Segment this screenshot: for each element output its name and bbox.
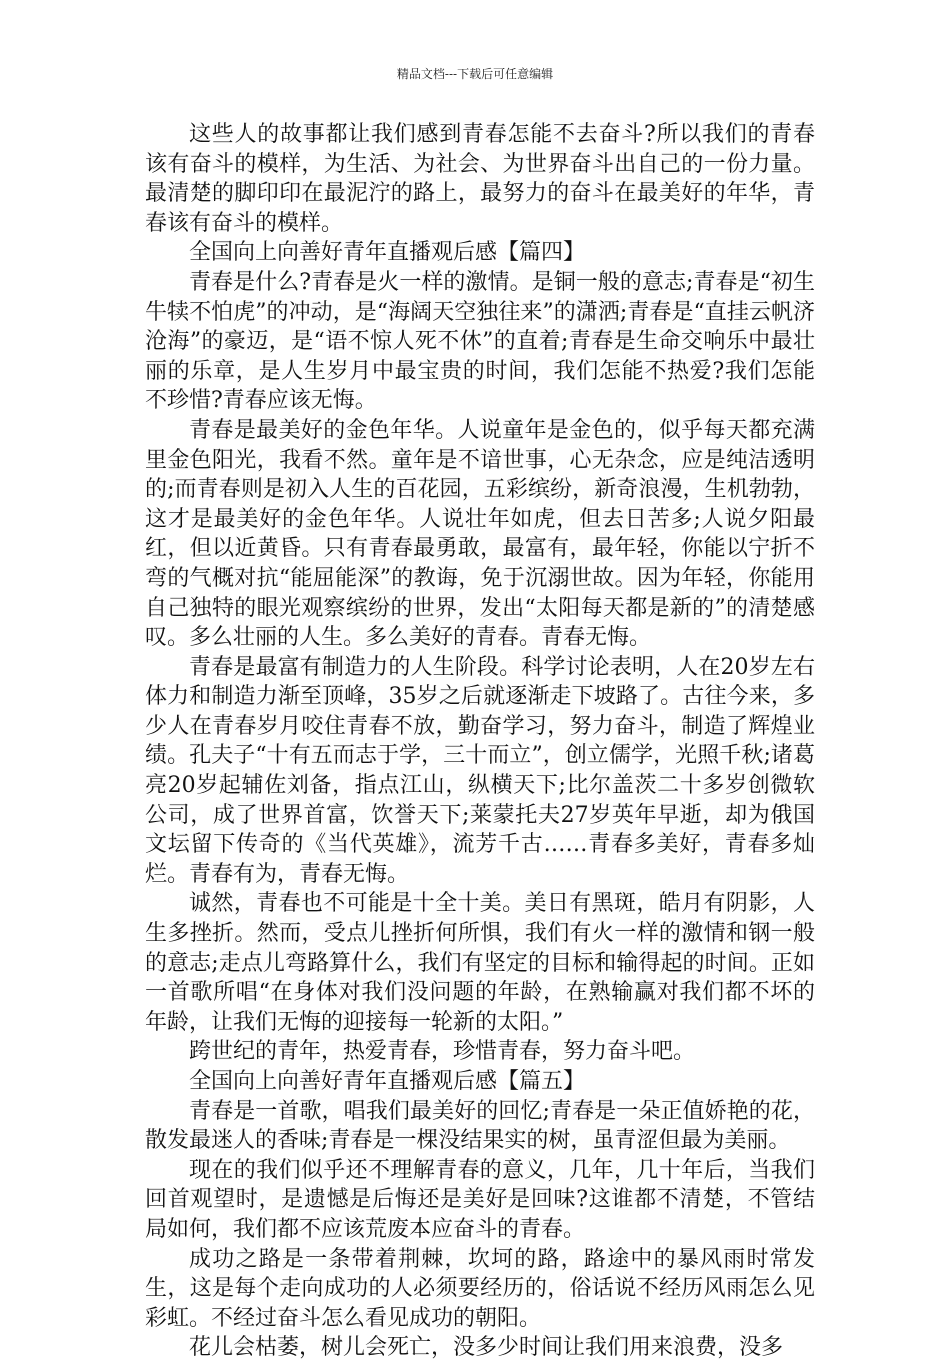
paragraph-8: 现在的我们似乎还不理解青春的意义，几年，几十年后，当我们回首观望时，是遗憾是后悔还是美好是回味?这谁都不清楚，不管结局如何，我们都不应该荒废本应奋斗的青春。 (145, 1157, 815, 1242)
section-heading-4: 全国向上向善好青年直播观后感【篇四】 (189, 240, 586, 266)
page-header: 精品文档---下载后可任意编辑 (396, 67, 554, 81)
document-body (145, 120, 815, 1363)
paragraph-5: 诚然，青春也不可能是十全十美。美日有黑斑，皓月有阴影，人生多挫折。然而，受点儿挫折何所惧，我们有火一样的激情和钢一般的意志;走点儿弯路算什么，我们有坚定的目标和输得起的时间。正如一首歌所唱“在身体对我们没问题的年龄，在熟输赢对我们都不坏的年龄，让我们无悔的迎接每一轮新的太阳。” (145, 891, 815, 1035)
paragraph-2: 青春是什么?青春是火一样的激情。是铜一般的意志;青春是“初生牛犊不怕虎”的冲动，是“海阔天空独往来”的潇洒;青春是“直挂云帆济沧海”的豪迈，是“语不惊人死不休”的直着;青春是生命交响乐中最壮丽的乐章，是人生岁月中最宝贵的时间，我们怎能不热爱?我们怎能不珍惜?青春应该无悔。 (145, 269, 815, 414)
paragraph-10: 花儿会枯萎，树儿会死亡，没多少时间让我们用来浪费，没多 (189, 1335, 784, 1361)
section-heading-5: 全国向上向善好青年直播观后感【篇五】 (189, 1069, 586, 1094)
paragraph-9: 成功之路是一条带着荆棘，坎坷的路，路途中的暴风雨时常发生，这是每个走向成功的人必须要经历的，俗话说不经历风雨怎么见彩虹。不经过奋斗怎么看见成功的朝阳。 (145, 1246, 815, 1331)
paragraph-3: 青春是最美好的金色年华。人说童年是金色的，似乎每天都充满里金色阳光，我看不然。童年是不谙世事，心无杂念，应是纯洁透明的;而青春则是初入人生的百花园，五彩缤纷，新奇浪漫，生机勃勃，这才是最美好的金色年华。人说壮年如虎，但去日苦多;人说夕阳最红，但以近黄昏。只有青春最勇敢，最富有，最年轻，你能以宁折不弯的气概对抗“能屈能深”的教诲，免于沉溺世故。因为年轻，你能用自己独特的眼光观察缤纷的世界，发出“太阳每天都是新的”的清楚感叹。多么壮丽的人生。多么美好的青春。青春无悔。 (145, 417, 815, 651)
paragraph-6: 跨世纪的青年，热爱青春，珍惜青春，努力奋斗吧。 (189, 1039, 696, 1065)
paragraph-1: 这些人的故事都让我们感到青春怎能不去奋斗?所以我们的青春该有奋斗的模样，为生活、为社会、为世界奋斗出自己的一份力量。最清楚的脚印印在最泥泞的路上，最努力的奋斗在最美好的年华，青春该有奋斗的模样。 (145, 122, 815, 236)
paragraph-4: 青春是最富有制造力的人生阶段。科学讨论表明，人在20岁左右体力和制造力渐至顶峰，35岁之后就逐渐走下坡路了。古往今来，多少人在青春岁月咬住青春不放，勤奋学习，努力奋斗，制造了辉煌业绩。孔夫子“十有五而志于学，三十而立”，创立儒学，光照千秋;诸葛亮20岁起辅佐刘备，指点江山，纵横天下;比尔盖茨二十多岁创微软公司，成了世界首富，饮誉天下;莱蒙托夫27岁英年早逝，却为俄国文坛留下传奇的《当代英雄》，流芳千古……青春多美好，青春多灿烂。青春有为，青春无悔。 (145, 654, 815, 887)
paragraph-7: 青春是一首歌，唱我们最美好的回忆;青春是一朵正值娇艳的花，散发最迷人的香味;青春是一棵没结果实的树，虽青涩但最为美丽。 (145, 1098, 815, 1154)
